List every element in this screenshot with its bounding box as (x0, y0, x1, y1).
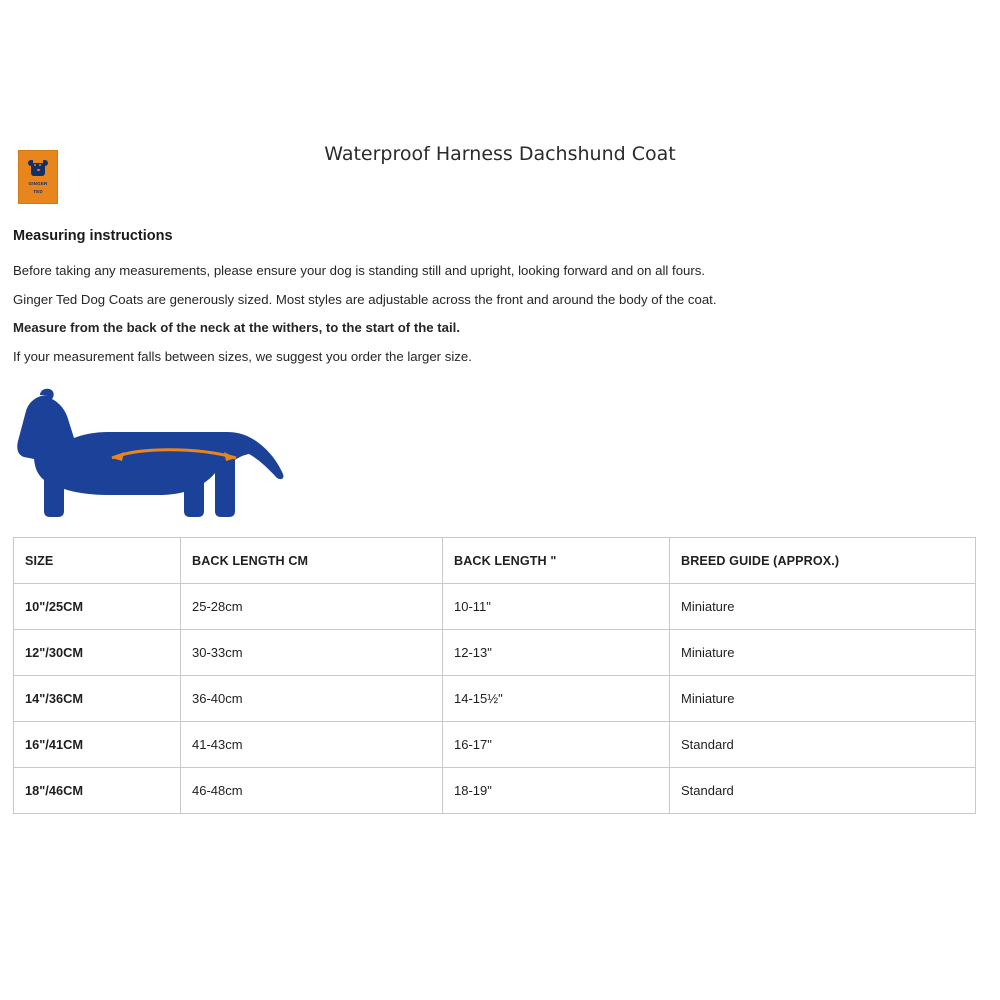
cell-back-length-in: 16-17" (443, 722, 670, 768)
cell-back-length-cm: 30-33cm (181, 630, 443, 676)
column-header-breed-guide: BREED GUIDE (APPROX.) (670, 538, 976, 584)
instructions-line: If your measurement falls between sizes, we suggest you order the larger size. (13, 348, 472, 364)
cell-size: 14"/36CM (14, 676, 181, 722)
cell-size: 16"/41CM (14, 722, 181, 768)
table-header-row (14, 538, 976, 584)
cell-breed-guide: Miniature (670, 676, 976, 722)
cell-back-length-cm: 41-43cm (181, 722, 443, 768)
dog-nose-icon (37, 169, 40, 171)
instructions-line: Before taking any measurements, please ensure your dog is standing still and upright, looking forward and on all fours. (13, 263, 706, 278)
column-header-back-length-in: BACK LENGTH " (443, 538, 670, 584)
cell-size: 18"/46CM (14, 768, 181, 814)
instructions-line: Measure from the back of the neck at the withers, to the start of the tail. (13, 320, 460, 335)
cell-back-length-in: 14-15½" (443, 676, 670, 722)
cell-breed-guide: Miniature (670, 630, 976, 676)
logo-brand-line-2: TED (33, 189, 43, 194)
size-chart-table (13, 537, 976, 814)
cell-back-length-in: 12-13" (443, 630, 670, 676)
cell-back-length-in: 10-11" (443, 584, 670, 630)
cell-breed-guide: Miniature (670, 584, 976, 630)
dachshund-illustration (8, 385, 308, 525)
cell-breed-guide: Standard (670, 722, 976, 768)
cell-back-length-cm: 25-28cm (181, 584, 443, 630)
table-row (14, 768, 976, 814)
table-row (14, 630, 976, 676)
instructions-heading: Measuring instructions (13, 228, 173, 244)
logo-brand-line-1: GINGER (28, 181, 48, 186)
page-title: Waterproof Harness Dachshund Coat (324, 143, 676, 165)
cell-back-length-cm: 46-48cm (181, 768, 443, 814)
column-header-size: SIZE (14, 538, 181, 584)
measuring-instructions-section (13, 228, 973, 371)
table-row (14, 584, 976, 630)
instructions-line: Ginger Ted Dog Coats are generously sized. Most styles are adjustable across the front and around the body of the coat. (13, 291, 717, 307)
cell-back-length-in: 18-19" (443, 768, 670, 814)
cell-size: 12"/30CM (14, 630, 181, 676)
table-row (14, 676, 976, 722)
dachshund-silhouette-icon (8, 385, 308, 525)
cell-breed-guide: Standard (670, 768, 976, 814)
cell-size: 10"/25CM (14, 584, 181, 630)
cell-back-length-cm: 36-40cm (181, 676, 443, 722)
table-row (14, 722, 976, 768)
column-header-back-length-cm: BACK LENGTH CM (181, 538, 443, 584)
